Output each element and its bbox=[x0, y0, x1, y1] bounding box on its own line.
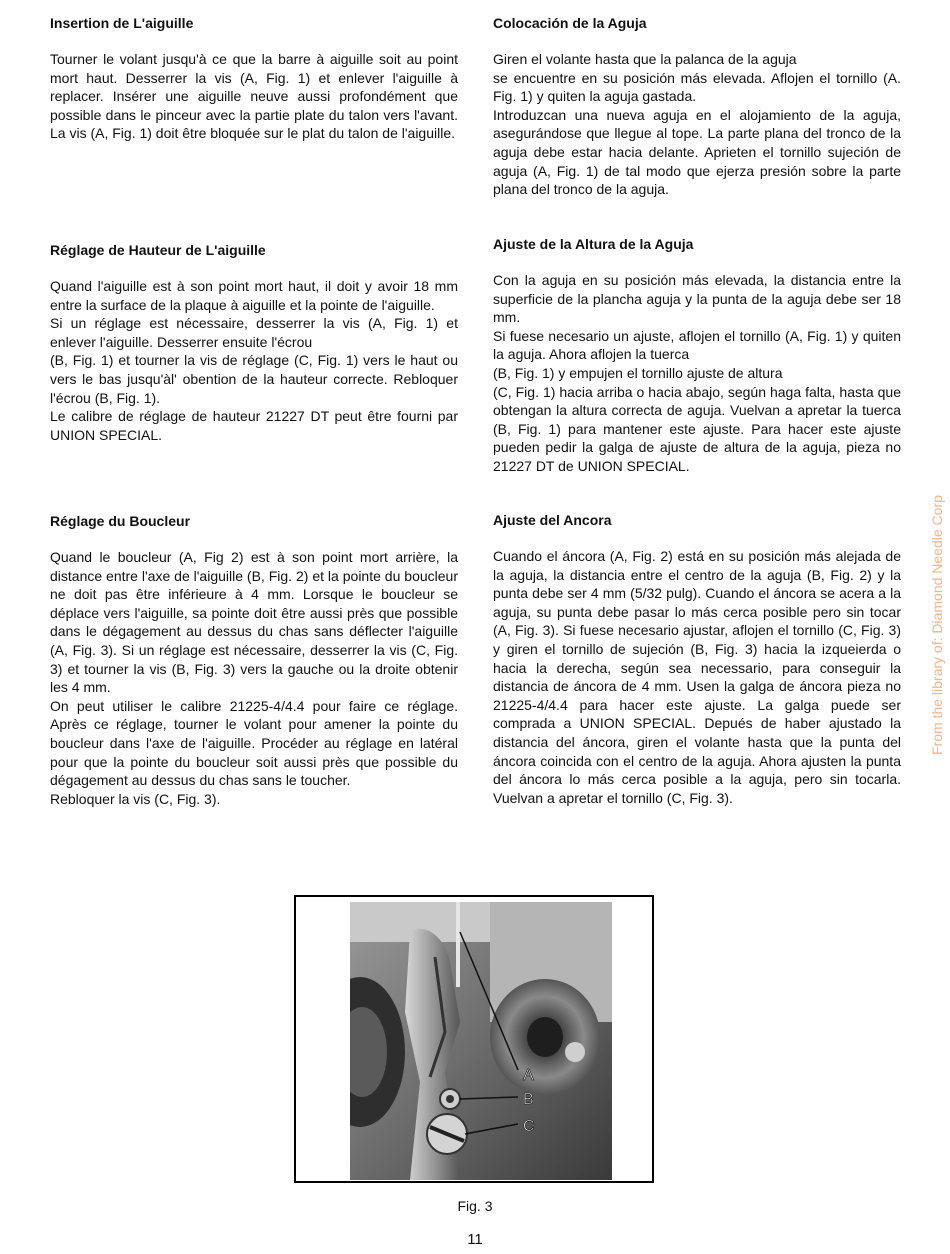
section-reglage-hauteur bbox=[50, 241, 458, 444]
section-heading: Réglage de Hauteur de L'aiguille bbox=[50, 242, 266, 258]
figure-label-b: B bbox=[523, 1091, 534, 1108]
section-heading: Réglage du Boucleur bbox=[50, 513, 191, 529]
section-ajuste-ancora bbox=[493, 511, 901, 807]
section-body: Con la aguja en su posición más elevada, la distancia entre la superficie de la plancha aguja y la punta de la aguja debe ser 18 mm. Si fuese necesario un ajuste, aflojen el tornillo (A, Fig. 1) y quiten la aguja. Ahora aflojen la tuerca (B, Fig. 1) y empujen el tornillo ajuste de altura (C, Fig. 1) hacia arriba o hacia abajo, según haga falta, hasta que obtengan la altura correcta de aguja. Vuelvan a apretar la tuerca (B, Fig. 1) para mantener este ajuste. Para hacer este ajuste pueden pedir la galga de ajuste de altura de la aguja, pieza no 21227 DT de UNION SPECIAL. bbox=[493, 272, 901, 474]
section-body: Tourner le volant jusqu'à ce que la barre à aiguille soit au point mort haut. Desserrer la vis (A, Fig. 1) et enlever l'aiguille à replacer. Insérer une aiguille neuve aussi profondément que possible dans le pinceur avec la partie plate du talon vers l'avant. La vis (A, Fig. 1) doit être bloquée sur le plat du talon de l'aiguille. bbox=[50, 51, 458, 142]
section-heading: Colocación de la Aguja bbox=[493, 15, 647, 31]
section-body: Quand le boucleur (A, Fig 2) est à son point mort arrière, la distance entre l'axe de l'aiguille (B, Fig. 2) et la pointe du boucleur ne doit pas être inférieure à 4 mm. Lorsque le boucleur se déplace vers l'aiguille, sa pointe doit être aussi près que possible dans le dégagement au dessus du chas sans déflecter l'aiguille (A, Fig. 3). Si un réglage est nécessaire, desserrer la vis (C, Fig. 3) et tourner la vis (B, Fig. 3) vers la gauche ou la droite obtenir les 4 mm. On peut utiliser le calibre 21225-4/4.4 pour faire ce réglage. Après ce réglage, tourner le volant pour amener la pointe du boucleur dans l'axe de l'aiguille. Procéder au réglage en latéral pour que la pointe du boucleur soit aussi près que possible du dégagement au dessus du chas sans le toucher. Rebloquer la vis (C, Fig. 3). bbox=[50, 549, 458, 807]
figure-label-a: A bbox=[523, 1067, 534, 1084]
figure-3-frame bbox=[294, 895, 654, 1183]
section-body: Quand l'aiguille est à son point mort haut, il doit y avoir 18 mm entre la surface de la plaque à aiguille et la pointe de l'aiguille. Si un réglage est nécessaire, desserrer la vis (A, Fig. 1) et enlever l'aiguille. Desserrer ensuite l'écrou (B, Fig. 1) et tourner la vis de réglage (C, Fig. 1) vers le haut ou vers le bas jusqu'àl' obention de la hauteur correcte. Rebloquer l'écrou (B, Fig. 1). Le calibre de réglage de hauteur 21227 DT peut être fourni par UNION SPECIAL. bbox=[50, 278, 458, 443]
section-heading: Ajuste del Ancora bbox=[493, 512, 612, 528]
page-number: 11 bbox=[467, 1231, 483, 1248]
section-heading: Insertion de L'aiguille bbox=[50, 15, 194, 31]
section-insertion-aiguille bbox=[50, 14, 458, 143]
section-body: Cuando el áncora (A, Fig. 2) está en su posición más alejada de la aguja, la distancia entre el centro de la aguja (B, Fig. 2) y la punta debe ser 4 mm (5/32 pulg). Cuando el áncora se acera a la aguja, su punta debe pasar lo más cerca posible pero sin tocar (A, Fig. 3). Si fuese necesario ajustar, aflojen el tornillo (C, Fig. 3) y giren el tornillo de sujeción (B, Fig. 3) hacia la izqueierda o hacia la derecha, según sea necessario, para conseguir la distancia de áncora de 4 mm. Usen la galga de áncora pieza no 21225-4/4.4 para hacer este ajuste. La galga puede ser comprada a UNION SPECIAL. Depués de haber ajustado la distancia del áncora, giren el volante hasta que la punta del áncora coincida con el centro de la aguja. Ahora ajusten la punta del áncora lo más cerca posible a la aguja, pero sin tocarla. Vuelvan a apretar el tornillo (C, Fig. 3). bbox=[493, 548, 901, 806]
section-colocacion-aguja bbox=[493, 14, 901, 199]
section-body: Giren el volante hasta que la palanca de la aguja se encuentre en su posición más elevada. Aflojen el tornillo (A. Fig. 1) y quiten la aguja gastada. Introduzcan una nueva aguja en el alojamiento de la aguja, asegurándose que llegue al tope. La parte plana del tronco de la aguja debe estar hacia delante. Aprieten el tornillo sujeción de aguja (A, Fig. 1) de tal modo que ejerza presión sobre la parte plana del tronco de la aguja. bbox=[493, 51, 901, 198]
section-reglage-boucleur bbox=[50, 512, 458, 808]
section-ajuste-altura bbox=[493, 235, 901, 476]
section-heading: Ajuste de la Altura de la Aguja bbox=[493, 236, 694, 252]
library-watermark: From the library of: Diamond Needle Corp bbox=[929, 495, 945, 755]
figure-caption: Fig. 3 bbox=[457, 1198, 493, 1214]
figure-label-c: C bbox=[523, 1118, 535, 1135]
figure-3-photo bbox=[350, 902, 612, 1180]
